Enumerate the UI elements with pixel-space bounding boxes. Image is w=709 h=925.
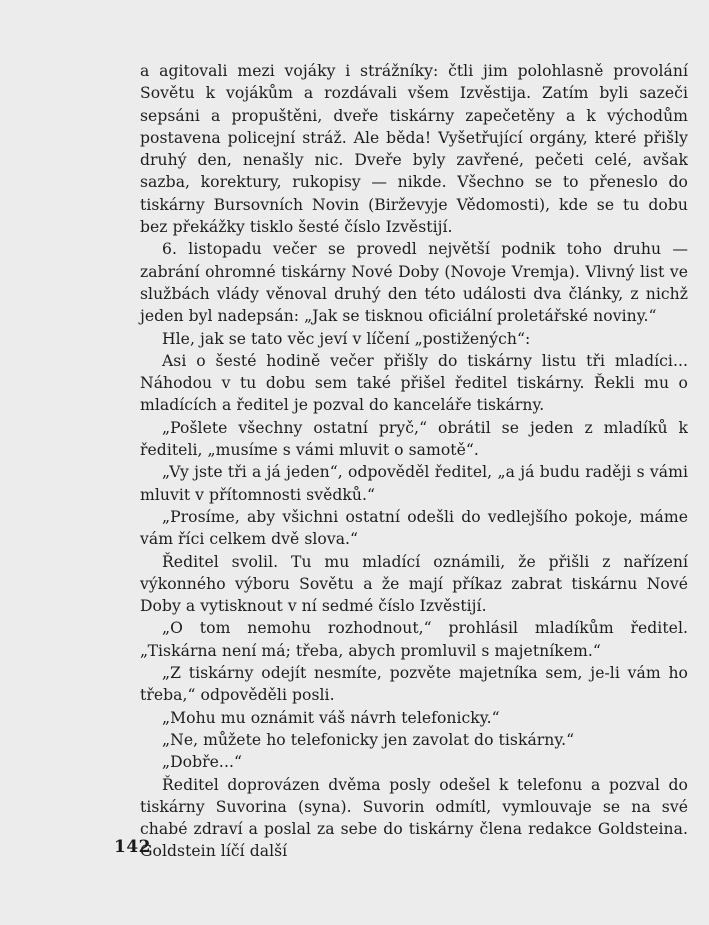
paragraph: Asi o šesté hodině večer přišly do tiskárny listu tři mladíci... Náhodou v tu dobu sem také přišel ředitel tiskárny. Řekli mu o mladících a ředitel je pozval do kanceláře tiskárny. [140, 351, 688, 415]
paragraph: „Pošlete všechny ostatní pryč,“ obrátil se jeden z mladíků k řediteli, „musíme s vámi mluvit o samotě“. [140, 418, 688, 460]
paragraph: „Ne, můžete ho telefonicky jen zavolat do tiskárny.“ [162, 730, 575, 749]
paragraph: „Mohu mu oznámit váš návrh telefonicky.“ [162, 708, 500, 727]
body-text [140, 60, 688, 863]
paragraph: Hle, jak se tato věc jeví v líčení „postižených“: [162, 329, 531, 348]
paragraph: „O tom nemohu rozhodnout,“ prohlásil mladíkům ředitel. „Tiskárna není má; třeba, abych promluvil s majetníkem.“ [140, 619, 688, 660]
paragraph: „Dobře...“ [162, 753, 242, 772]
paragraph: „Vy jste tři a já jeden“, odpověděl ředitel, „a já budu raději s vámi mluvit v přítomnosti svědků.“ [140, 463, 688, 504]
page-number: 142 [114, 837, 151, 857]
paragraph: Ředitel doprovázen dvěma posly odešel k telefonu a pozval do tiskárny Suvorina (syna). Suvorin odmítl, vymlouvaje se na své chabé zdraví a poslal za sebe do tiskárny člena redakce Goldsteina. Goldstein líčí další [140, 775, 688, 861]
paragraph: Ředitel svolil. Tu mu mladící oznámili, že přišli z nařízení výkonného výboru Sovětu a že mají příkaz zabrat tiskárnu Nové Doby a vytisknout v ní sedmé číslo Izvěstijí. [140, 552, 688, 616]
paragraph: „Z tiskárny odejít nesmíte, pozvěte majetníka sem, je-li vám ho třeba,“ odpověděli posli. [140, 664, 688, 705]
paragraph: „Prosíme, aby všichni ostatní odešli do vedlejšího pokoje, máme vám říci celkem dvě slova.“ [140, 507, 688, 549]
paragraph: 6. listopadu večer se provedl největší podnik toho druhu — zabrání ohromné tiskárny Nové Doby (Novoje Vremja). Vlivný list ve službách vlády věnoval druhý den této události dva články, z nichž jeden byl nadepsán: „Jak se tisknou oficiální proletářské noviny.“ [140, 240, 688, 326]
paragraph: a agitovali mezi vojáky i strážníky: čtli jim polohlasně provolání Sovětu k vojákům a rozdávali všem Izvěstija. Zatím byli sazeči sepsáni a propuštěni, dveře tiskárny zapečetěny a k východům postavena policejní stráž. Ale běda! Vyšetřující orgány, které přišly druhý den, nenašly nic. Dveře byly zavřené, pečeti celé, avšak sazba, korektury, rukopisy — nikde. Všechno se to přeneslo do tiskárny Bursovních Novin (Birževyje Vědomosti), kde se tu dobu bez překážky tisklo šesté číslo Izvěstijí. [140, 62, 688, 237]
